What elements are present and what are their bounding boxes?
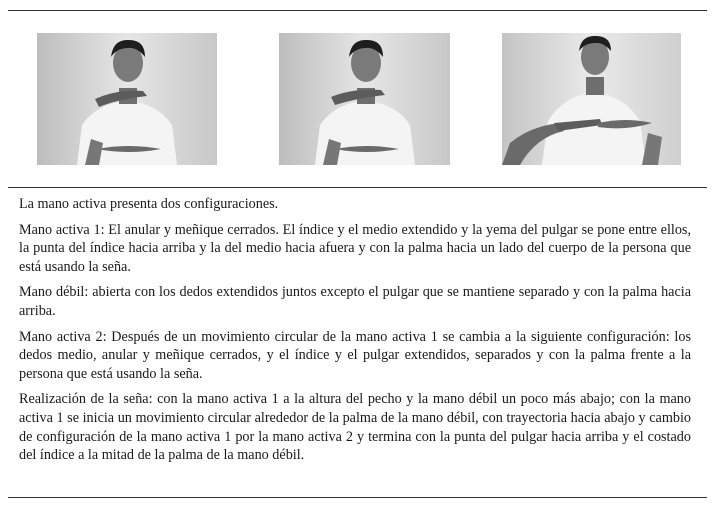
sign-photo-3 — [502, 33, 681, 165]
person-signing-image-3 — [502, 33, 681, 165]
person-signing-image-2 — [279, 33, 450, 165]
sign-photo-2 — [279, 33, 450, 165]
bottom-rule — [8, 497, 707, 498]
person-signing-image-1 — [37, 33, 217, 165]
paragraph-weak-hand: Mano débil: abierta con los dedos extendidos juntos excepto el pulgar que se mantiene separado y con la palma hacia arriba. — [19, 284, 691, 319]
paragraph-active-hand-1: Mano activa 1: El anular y meñique cerrados. El índice y el medio extendido y la yema del pulgar se pone entre ellos, la punta del índice hacia arriba y la del medio hacia afuera y con la palma hacia un lado del cuerpo de la persona que está usando la seña. — [19, 221, 691, 275]
paragraph-intro: La mano activa presenta dos configuraciones. — [19, 196, 279, 212]
sign-photo-1 — [37, 33, 217, 165]
top-rule — [8, 10, 707, 11]
middle-rule — [8, 187, 707, 188]
paragraph-execution: Realización de la seña: con la mano activa 1 a la altura del pecho y la mano débil un poco más abajo; con la mano activa 1 se inicia un movimiento circular alrededor de la palma de la mano débil, con trayectoria hacia abajo y cambio de configuración de la mano activa 1 por la mano activa 2 y termina con la punta del pulgar hacia arriba y el costado del índice a la mitad de la palma de la mano débil. — [19, 391, 691, 464]
paragraph-active-hand-2: Mano activa 2: Después de un movimiento circular de la mano activa 1 se cambia a la siguiente configuración: los dedos medio, anular y meñique cerrados, y el índice y el pulgar extendidos, separados y con la palma frente a la persona que está usando la seña. — [19, 328, 691, 382]
sign-description — [19, 195, 691, 472]
